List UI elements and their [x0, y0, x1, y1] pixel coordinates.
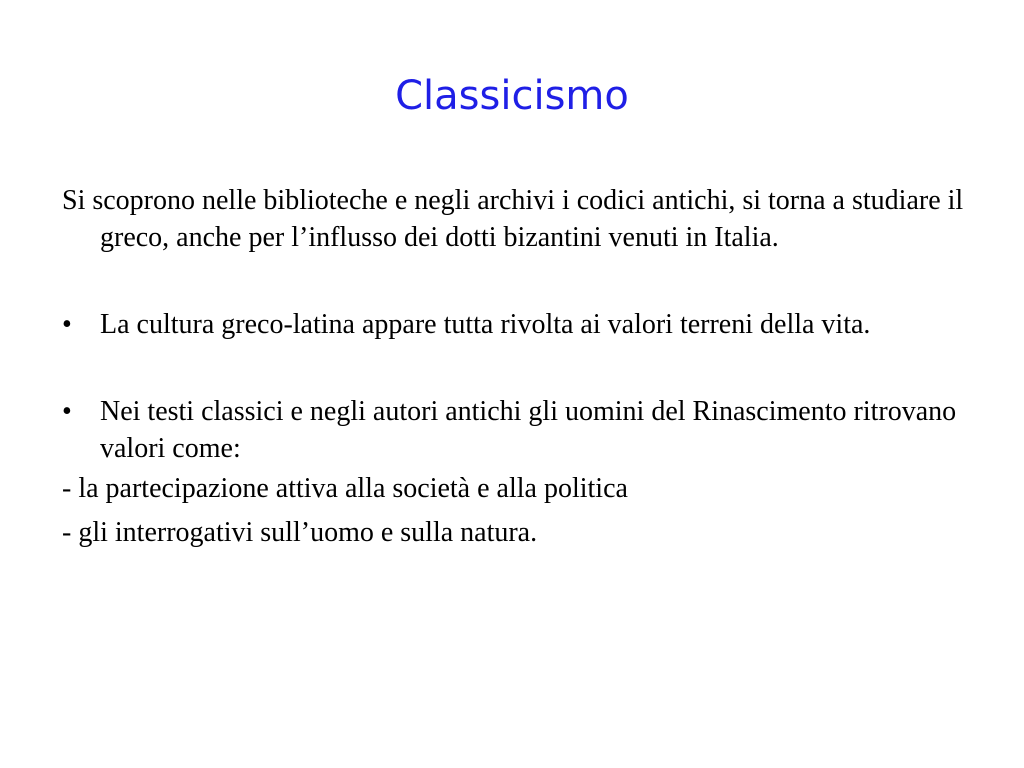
- bullet-icon: •: [62, 309, 72, 340]
- dash-item: - gli interrogativi sull’uomo e sulla natura.: [62, 517, 538, 548]
- bullet-item: [62, 306, 982, 343]
- slide-title: Classicismo: [395, 73, 629, 119]
- bullet-item: [62, 393, 982, 467]
- bullet-text: Nei testi classici e negli autori antichi gli uomini del Rinascimento ritrovano valori come:: [100, 396, 957, 464]
- dash-item: - la partecipazione attiva alla società e alla politica: [62, 473, 628, 504]
- slide-body: [62, 182, 982, 555]
- bullet-text: La cultura greco-latina appare tutta rivolta ai valori terreni della vita.: [100, 309, 871, 340]
- intro-paragraph: Si scoprono nelle biblioteche e negli archivi i codici antichi, si torna a studiare il greco, anche per l’influsso dei dotti bizantini venuti in Italia.: [62, 185, 964, 253]
- bullet-icon: •: [62, 396, 72, 427]
- spacer: [62, 256, 982, 306]
- spacer: [62, 343, 982, 393]
